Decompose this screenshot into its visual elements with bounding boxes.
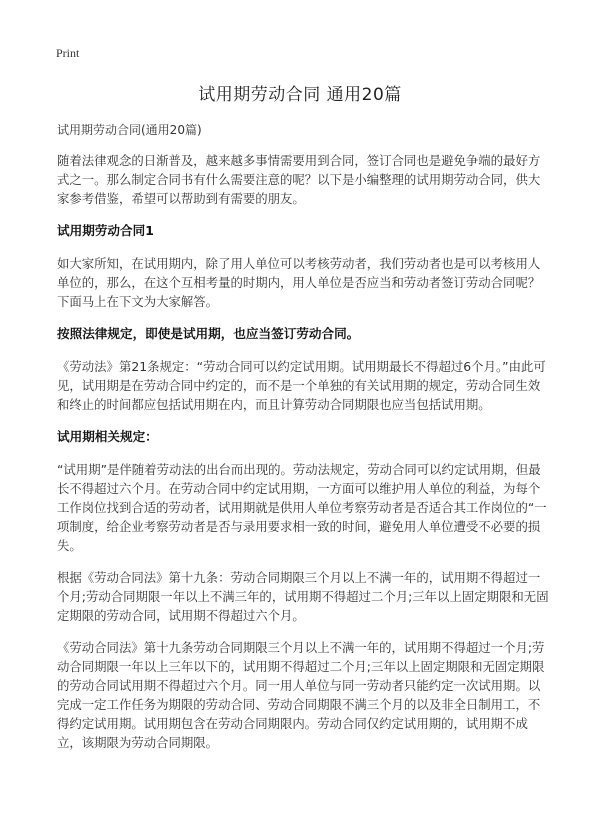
print-link[interactable]: Print xyxy=(56,46,80,60)
labor-law-paragraph: 《劳动法》第21条规定：“劳动合同可以约定试用期。试用期最长不得超过6个月。”由此可见，试用期是在劳动合同中约定的，而不是一个单独的有关试用期的规定，劳动合同生效和终止的时间都应包括试用期在内，而且计算劳动合同期限也应当包括试用期。 xyxy=(57,359,546,412)
related-rules-heading: 试用期相关规定： xyxy=(57,429,158,444)
probation-origin-paragraph: “试用期”是伴随着劳动法的出台而出现的。劳动法规定，劳动合同可以约定试用期，但最长不得超过六个月。在劳动合同中约定试用期，一方面可以维护用人单位的利益，为每个工作岗位找到合适的劳动者，试用期就是供用人单位考察劳动者是否适合其工作岗位的“一项制度，给企业考察劳动者是否与录用要求相一致的时间，避免用人单位遭受不必要的损失。 xyxy=(57,462,547,553)
document-subtitle: 试用期劳动合同(通用20篇) xyxy=(57,123,202,137)
document-body xyxy=(57,122,551,765)
section-heading-contract-1: 试用期劳动合同1 xyxy=(57,223,154,238)
intro-paragraph: 随着法律观念的日渐普及，越来越多事情需要用到合同，签订合同也是避免争端的最好方式之一。那么制定合同书有什么需要注意的呢？以下是小编整理的试用期劳动合同，供大家参考借鉴，希望可以帮助到有需要的朋友。 xyxy=(57,153,541,206)
article-19-detail-paragraph: 《劳动合同法》第十九条劳动合同期限三个月以上不满一年的，试用期不得超过一个月;劳动合同期限一年以上三年以下的，试用期不得超过二个月;三年以上固定期限和无固定期限的劳动合同试用期不得超过六个月。同一用人单位与同一劳动者只能约定一次试用期。以完成一定工作任务为期限的劳动合同、劳动合同期限不满三个月的以及非全日制用工，不得约定试用期。试用期包含在劳动合同期限内。劳动合同仅约定试用期的，试用期不成立，该期限为劳动合同期限。 xyxy=(57,640,545,750)
page-title: 试用期劳动合同 通用20篇 xyxy=(198,85,402,105)
article-19-paragraph: 根据《劳动合同法》第十九条：劳动合同期限三个月以上不满一年的，试用期不得超过一个月;劳动合同期限一年以上不满三年的，试用期不得超过二个月;三年以上固定期限和无固定期限的劳动合同，试用期不得超过六个月。 xyxy=(57,570,549,623)
law-requirement-heading: 按照法律规定，即使是试用期，也应当签订劳动合同。 xyxy=(57,326,360,341)
section1-paragraph: 如大家所知，在试用期内，除了用人单位可以考核劳动者，我们劳动者也是可以考核用人单位的，那么，在这个互相考量的时期内，用人单位是否应当和劳动者签订劳动合同呢？下面马上在下文为大家解答。 xyxy=(57,256,541,309)
